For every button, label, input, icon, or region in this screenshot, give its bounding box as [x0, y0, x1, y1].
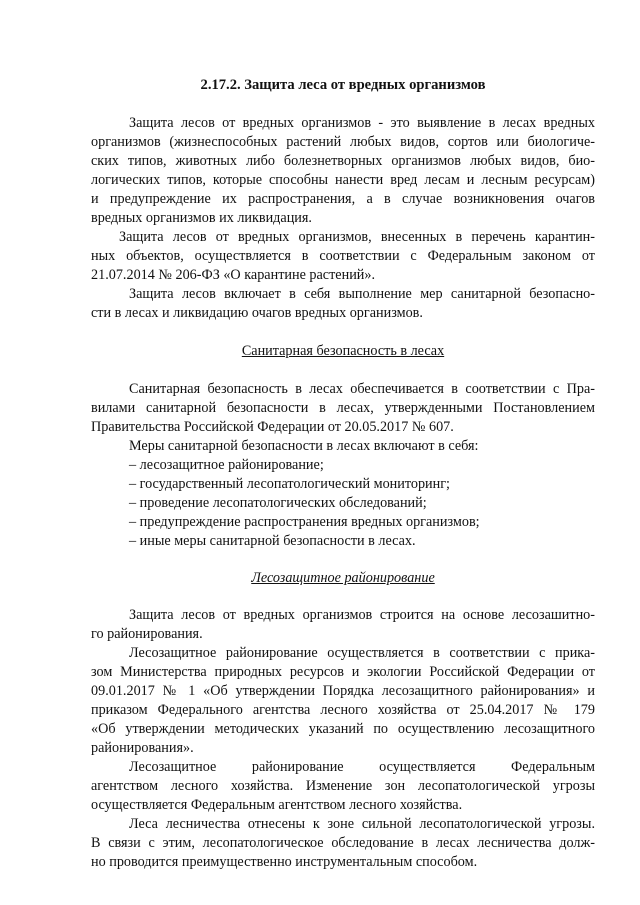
list-item: – иные меры санитарной безопасности в лесах. [129, 533, 416, 549]
text-line: но проводится преимущественно инструментальным способом. [91, 854, 478, 870]
text-line: Защита лесов включает в себя выполнение мер санитарной безопасно- [129, 286, 595, 302]
sanitary-paragraph [91, 380, 595, 437]
text-line: сти в лесах и ликвидацию очагов вредных организмов. [91, 305, 423, 321]
text-line: организмов (жизнеспособных растений любых видов, сортов или биологиче- [91, 134, 595, 150]
text-line: районирования». [91, 740, 194, 756]
measures-list [91, 456, 595, 551]
text-line: и предупреждение их распространения, а в случае возникновения очагов [91, 191, 595, 207]
zoning-paragraph-2 [91, 644, 595, 758]
zoning-paragraph-3 [91, 758, 595, 815]
text-line: Защита лесов от вредных организмов - это выявление в лесах вредных [129, 115, 595, 131]
text-line: «Об утверждении методических указаний по осуществлению лесозащитного [91, 721, 595, 737]
subsection-heading-zoning: Лесозащитное районирование [251, 570, 435, 586]
list-item: – предупреждение распространения вредных организмов; [129, 514, 480, 530]
text-line: Защита лесов от вредных организмов, внесенных в перечень карантин- [119, 229, 595, 245]
text-line: вредных организмов их ликвидация. [91, 210, 312, 226]
text-line: Защита лесов от вредных организмов строится на основе лесозашитно- [129, 607, 595, 623]
subsection-heading-sanitary: Санитарная безопасность в лесах [241, 343, 445, 359]
text-line: ных объектов, осуществляется в соответствии с Федеральным законом от [91, 248, 595, 264]
intro-paragraph-1 [91, 114, 595, 228]
text-line: В связи с этим, лесопатологическое обследование в лесах лесничества долж- [91, 835, 595, 851]
text-line: Лесозащитное районирование осуществляется Федеральным [129, 759, 595, 775]
zoning-paragraph-1 [91, 606, 595, 644]
text-line: приказом Федерального агентства лесного хозяйства от 25.04.2017 № 179 [91, 702, 595, 718]
text-line: логических типов, которые способны нанести вред лесам и лесным ресурсам) [91, 172, 595, 188]
text-line: Лесозащитное районирование осуществляется в соответствии с прика- [129, 645, 595, 661]
intro-paragraph-2 [91, 228, 595, 285]
measures-list-intro: Меры санитарной безопасности в лесах включают в себя: [129, 438, 479, 454]
text-line: ских типов, животных либо болезнетворных организмов любых видов, био- [91, 153, 595, 169]
intro-paragraph-3 [91, 285, 595, 323]
section-title: 2.17.2. Защита леса от вредных организмов [200, 77, 486, 93]
text-line: го районирования. [91, 626, 203, 642]
list-item: – государственный лесопатологический мониторинг; [129, 476, 450, 492]
document-page [91, 76, 595, 872]
text-line: Леса лесничества отнесены к зоне сильной лесопатологической угрозы. [129, 816, 595, 832]
text-line: 09.01.2017 № 1 «Об утверждении Порядка лесозащитного районирования» и [91, 683, 595, 699]
text-line: Санитарная безопасность в лесах обеспечивается в соответствии с Пра- [129, 381, 595, 397]
text-line: осуществляется Федеральным агентством лесного хозяйства. [91, 797, 463, 813]
text-line: зом Министерства природных ресурсов и экологии Российской Федерации от [91, 664, 595, 680]
list-item: – проведение лесопатологических обследований; [129, 495, 427, 511]
zoning-paragraph-4 [91, 815, 595, 872]
text-line: Правительства Российской Федерации от 20.05.2017 № 607. [91, 419, 454, 435]
list-item: – лесозащитное районирование; [129, 457, 324, 473]
text-line: вилами санитарной безопасности в лесах, утвержденными Постановлением [91, 400, 595, 416]
text-line: агентством лесного хозяйства. Изменение зон лесопатологической угрозы [91, 778, 595, 794]
text-line: 21.07.2014 № 206-ФЗ «О карантине растений». [91, 267, 376, 283]
